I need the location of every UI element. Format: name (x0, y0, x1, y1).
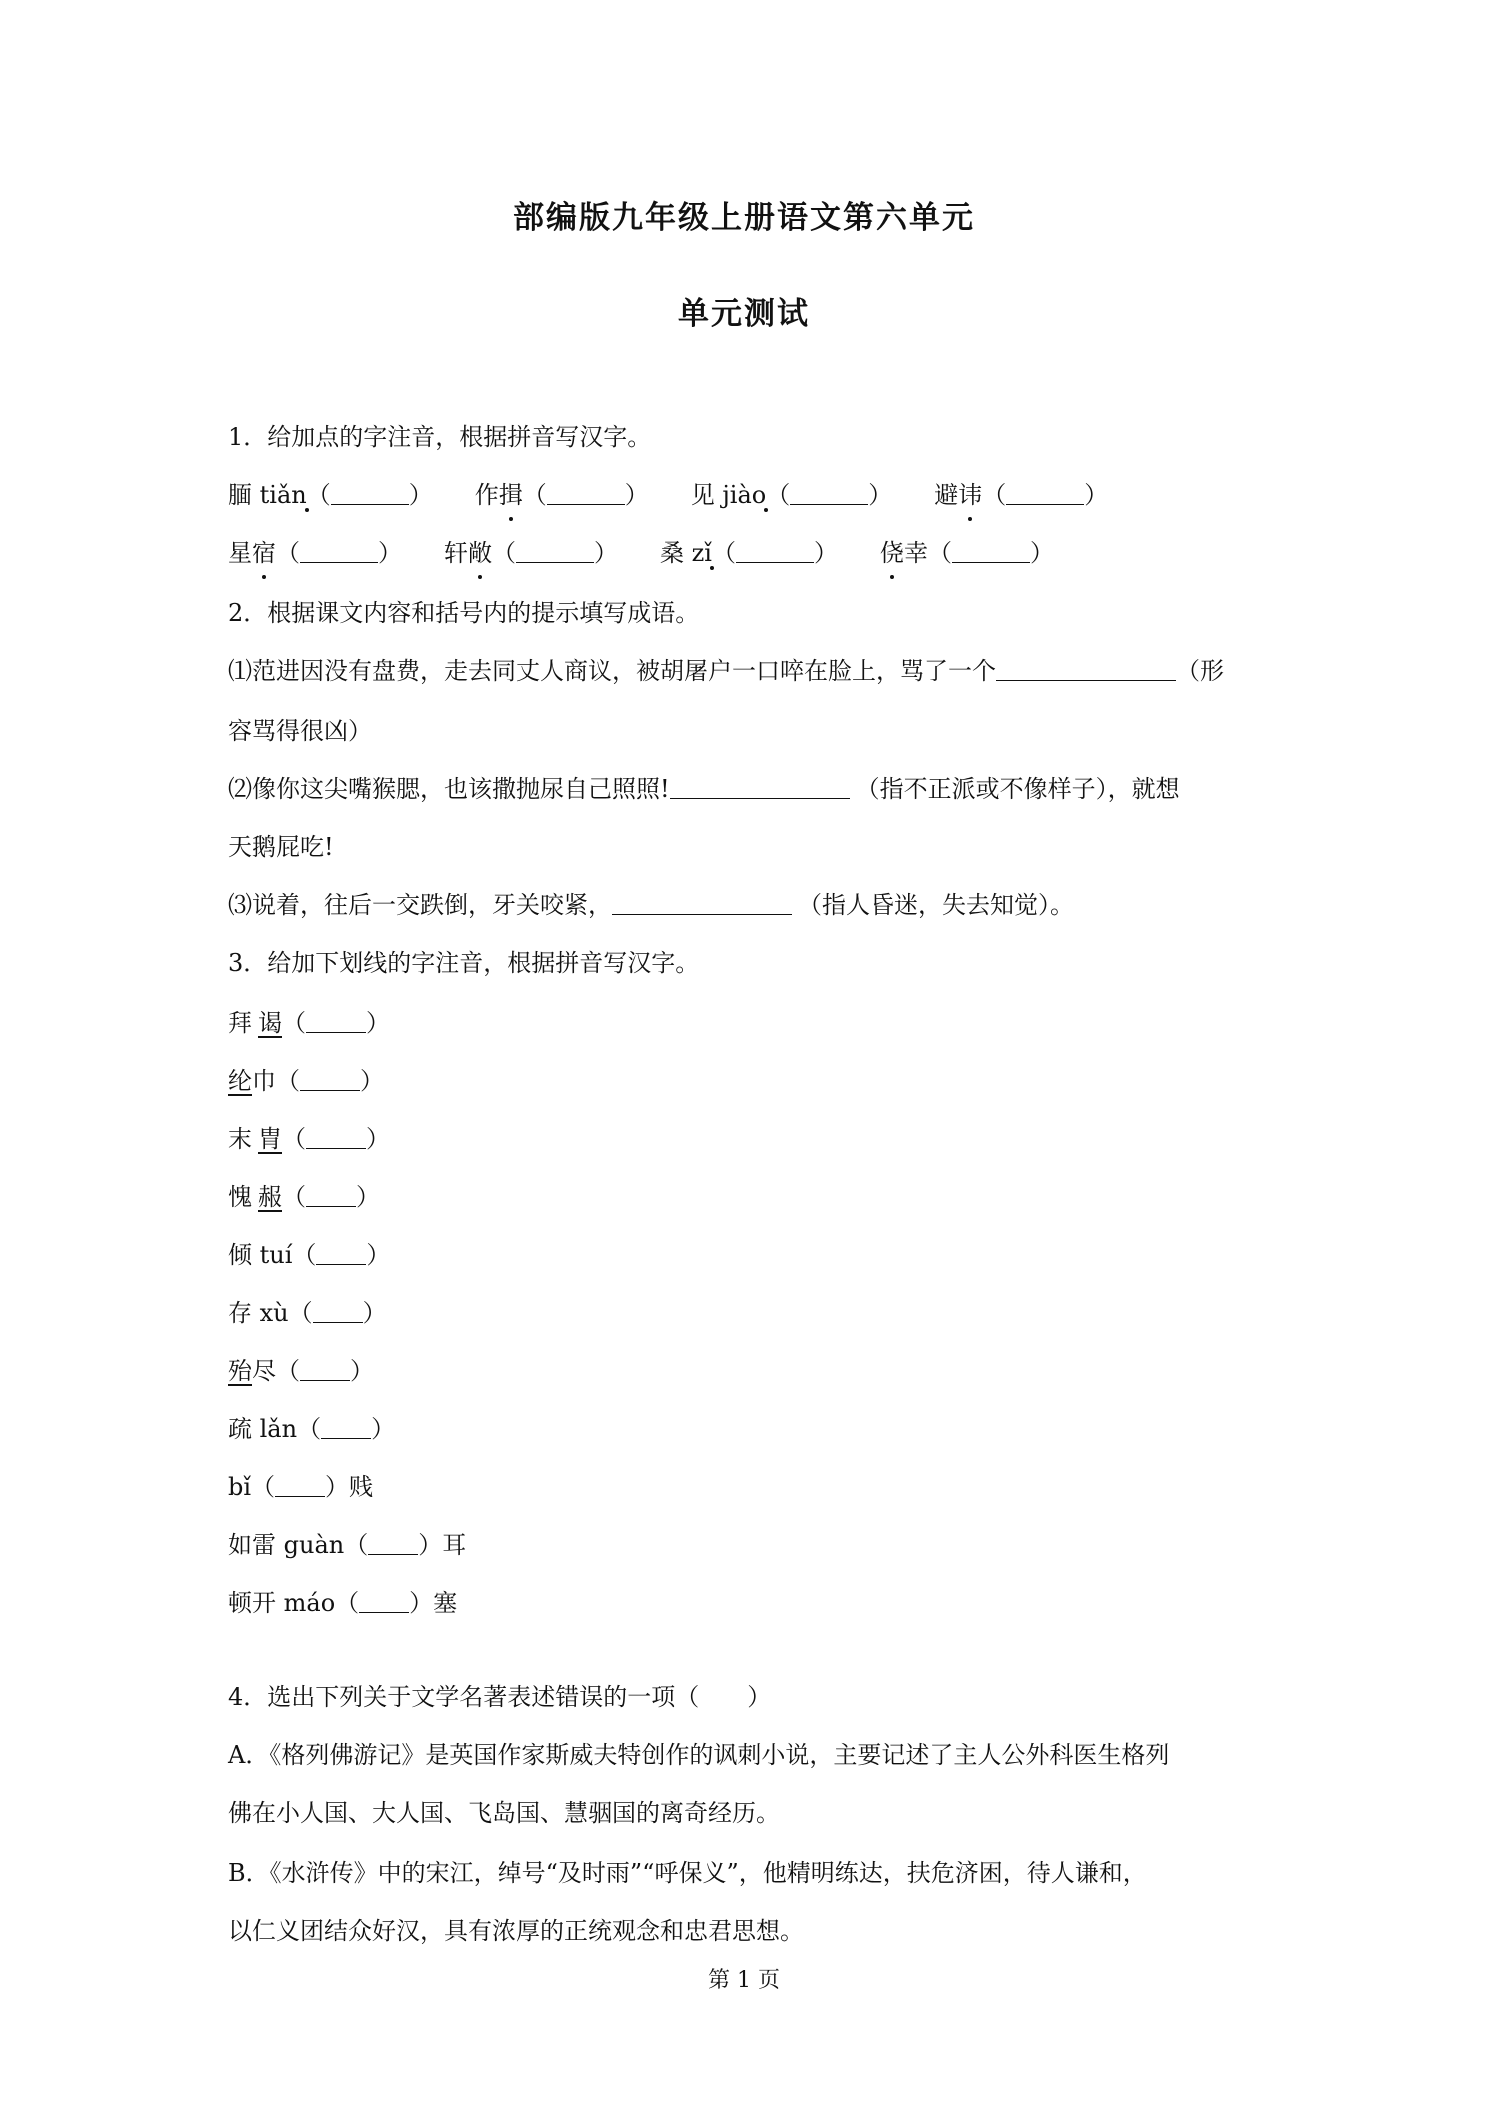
q1-item: 侥幸（ ） (880, 536, 1054, 570)
q4-option-a-cont: 佛在小人国、大人国、飞岛国、慧骃国的离奇经历。 (228, 1799, 780, 1827)
document-subtitle: 单元测试 (678, 296, 810, 332)
page-footer: 第 1 页 (708, 1968, 780, 1993)
answer-blank[interactable] (316, 1240, 366, 1265)
q2-item-1-cont: 容骂得很凶） (228, 717, 372, 745)
document-title: 部编版九年级上册语文第六单元 (513, 200, 975, 236)
q4-option-b: B．《水浒传》中的宋江，绰号“及时雨”“呼保义”，他精明练达，扶危济困，待人谦和， (228, 1859, 1147, 1887)
answer-blank[interactable] (670, 774, 850, 799)
answer-blank[interactable] (612, 890, 792, 915)
q3-item: 愧 赧（ ） (228, 1183, 380, 1211)
q3-item: 存 xù（ ） (228, 1299, 387, 1327)
answer-blank[interactable] (516, 538, 594, 563)
q2-item-3: ⑶说着，往后一交跌倒，牙关咬紧， （指人昏迷，失去知觉）。 (228, 891, 1074, 919)
q2-item-2-cont: 天鹅屁吃! (228, 833, 334, 861)
answer-blank[interactable] (321, 1414, 371, 1439)
answer-blank[interactable] (952, 538, 1030, 563)
q3-item: bǐ（ ）贱 (228, 1473, 374, 1501)
q2-item-1: ⑴范进因没有盘费，走去同丈人商议，被胡屠户一口啐在脸上，骂了一个 （形 (228, 657, 1224, 685)
q3-stem: 3．给加下划线的字注音，根据拼音写汉字。 (228, 949, 700, 977)
q3-item: 顿开 máo（ ）塞 (228, 1589, 458, 1617)
q3-item: 拜 谒（ ） (228, 1009, 390, 1037)
q2-item-2: ⑵像你这尖嘴猴腮，也该撒抛尿自己照照! （指不正派或不像样子），就想 (228, 775, 1180, 803)
q1-row-2 (228, 536, 1268, 570)
q3-item: 疏 lǎn（ ） (228, 1415, 396, 1443)
q1-stem: 1．给加点的字注音，根据拼音写汉字。 (228, 423, 652, 451)
q3-item: 纶巾（ ） (228, 1067, 384, 1095)
q4-option-b-cont: 以仁义团结众好汉，具有浓厚的正统观念和忠君思想。 (228, 1917, 804, 1945)
answer-blank[interactable] (996, 656, 1176, 681)
q1-item: 星宿（ ） (228, 536, 402, 570)
q2-stem: 2．根据课文内容和括号内的提示填写成语。 (228, 599, 700, 627)
q1-item: 桑 zǐ（ ） (660, 539, 838, 567)
answer-blank[interactable] (368, 1530, 418, 1555)
q3-item: 如雷 guàn（ ）耳 (228, 1531, 467, 1559)
answer-blank[interactable] (306, 1008, 366, 1033)
answer-blank[interactable] (300, 538, 378, 563)
answer-blank[interactable] (1006, 480, 1084, 505)
q3-item: 末 胄（ ） (228, 1125, 390, 1153)
answer-blank[interactable] (790, 480, 868, 505)
q3-item: 殆尽（ ） (228, 1357, 374, 1385)
answer-blank[interactable] (547, 480, 625, 505)
answer-blank[interactable] (300, 1356, 350, 1381)
q1-item: 轩敞（ ） (444, 536, 618, 570)
answer-blank[interactable] (736, 538, 814, 563)
q1-item: 作揖（ ） (475, 478, 649, 512)
q1-item: 腼 tiǎn（ ） (228, 481, 433, 509)
answer-blank[interactable] (306, 1124, 366, 1149)
answer-blank[interactable] (306, 1182, 356, 1207)
answer-blank[interactable] (275, 1472, 325, 1497)
answer-blank[interactable] (300, 1066, 360, 1091)
q4-option-a: A．《格列佛游记》是英国作家斯威夫特创作的讽刺小说，主要记述了主人公外科医生格列 (228, 1741, 1170, 1769)
q1-item: 见 jiào（ ） (690, 481, 893, 509)
q4-stem: 4．选出下列关于文学名著表述错误的一项（ ） (228, 1683, 772, 1711)
q1-item: 避讳（ ） (934, 478, 1108, 512)
answer-blank[interactable] (313, 1298, 363, 1323)
answer-blank[interactable] (359, 1588, 409, 1613)
answer-blank[interactable] (331, 480, 409, 505)
q3-item: 倾 tuí（ ） (228, 1241, 391, 1269)
q1-row-1 (228, 478, 1268, 512)
